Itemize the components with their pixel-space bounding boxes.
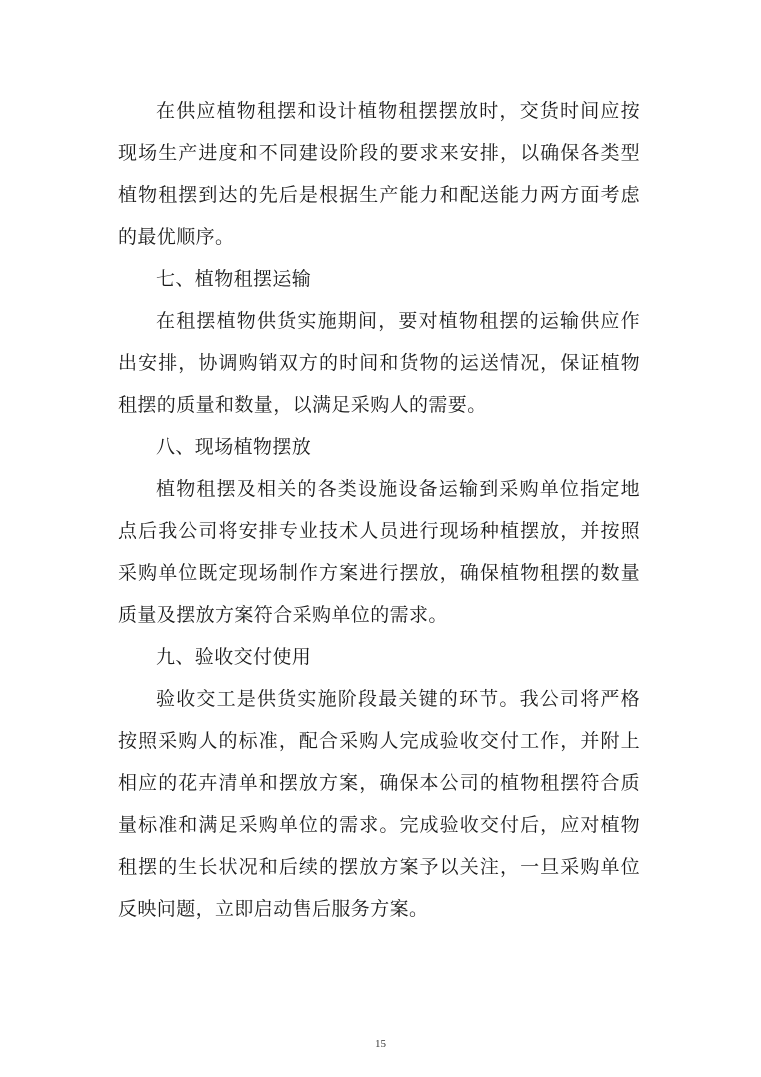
- section-heading-transport: 七、植物租摆运输: [156, 268, 312, 290]
- paragraph-acceptance: 验收交工是供货实施阶段最关键的环节。我公司将严格按照采购人的标准，配合采购人完成验收交付工作，并附上相应的花卉清单和摆放方案，确保本公司的植物租摆符合质量标准和满足采购单位的需求。完成验收交付后，应对植物租摆的生长状况和后续的摆放方案予以关注，一旦采购单位反映问题，立即启动售后服务方案。: [118, 688, 640, 920]
- section-heading-acceptance: 九、验收交付使用: [156, 646, 312, 668]
- paragraph-onsite-placement: 植物租摆及相关的各类设施设备运输到采购单位指定地点后我公司将安排专业技术人员进行现场种植摆放，并按照采购单位既定现场制作方案进行摆放，确保植物租摆的数量质量及摆放方案符合采购单位的需求。: [118, 478, 640, 626]
- paragraph-transport: 在租摆植物供货实施期间，要对植物租摆的运输供应作出安排，协调购销双方的时间和货物的运送情况，保证植物租摆的质量和数量，以满足采购人的需要。: [118, 310, 640, 416]
- section-heading-onsite-placement: 八、现场植物摆放: [156, 436, 312, 458]
- document-body: [118, 90, 640, 930]
- page-number: 15: [375, 1038, 386, 1050]
- paragraph-delivery-schedule: 在供应植物租摆和设计植物租摆摆放时，交货时间应按现场生产进度和不同建设阶段的要求来安排，以确保各类型植物租摆到达的先后是根据生产能力和配送能力两方面考虑的最优顺序。: [118, 100, 640, 248]
